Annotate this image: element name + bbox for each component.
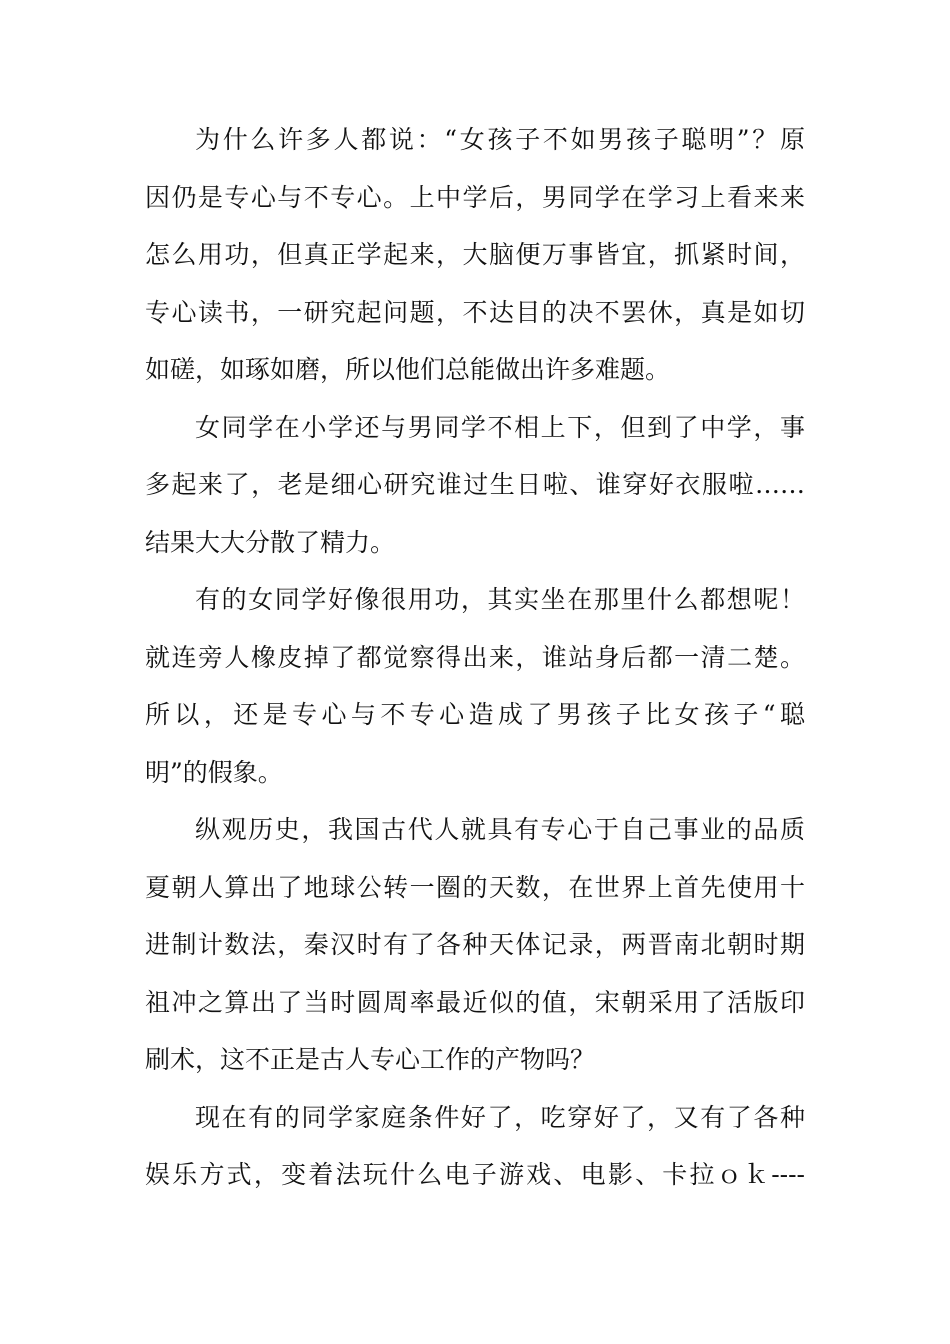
paragraph xyxy=(145,111,805,399)
text-line: 进制计数法，秦汉时有了各种天体记录，两晋南北朝时期 xyxy=(145,930,805,959)
text-line: 纵观历史，我国古代人就具有专心于自己事业的品质 xyxy=(195,815,805,844)
text-line: 专心读书，一研究起问题，不达目的决不罢休，真是如切 xyxy=(145,297,805,327)
text-line: 所以，还是专心与不专心造成了男孩子比女孩子“聪 xyxy=(145,700,805,729)
text-line: 结果大大分散了精力。 xyxy=(145,527,396,557)
text-line: 怎么用功，但真正学起来，大脑便万事皆宜，抓紧时间， xyxy=(145,240,805,269)
text-line: 明”的假象。 xyxy=(145,757,283,787)
text-line: 就连旁人橡皮掉了都觉察得出来，谁站身后都一清二楚。 xyxy=(145,642,805,672)
paragraph xyxy=(145,1089,805,1204)
paragraph xyxy=(145,801,805,1089)
text-line: 因仍是专心与不专心。上中学后，男同学在学习上看来来 xyxy=(145,182,805,212)
text-line: 为什么许多人都说：“女孩子不如男孩子聪明”？原 xyxy=(195,125,805,154)
text-line: 女同学在小学还与男同学不相上下，但到了中学，事 xyxy=(195,412,805,442)
text-line: 有的女同学好像很用功，其实坐在那里什么都想呢！ xyxy=(195,585,805,614)
text-line: 多起来了，老是细心研究谁过生日啦、谁穿好衣服啦…… xyxy=(145,470,805,499)
text-line: 娱乐方式，变着法玩什么电子游戏、电影、卡拉ｏｋ---- xyxy=(145,1160,805,1189)
text-line: 夏朝人算出了地球公转一圈的天数，在世界上首先使用十 xyxy=(145,872,805,902)
text-line: 刷术，这不正是古人专心工作的产物吗？ xyxy=(145,1045,596,1074)
text-line: 祖冲之算出了当时圆周率最近似的值，宋朝采用了活版印 xyxy=(145,987,805,1017)
text-line: 现在有的同学家庭条件好了，吃穿好了，又有了各种 xyxy=(195,1102,805,1132)
paragraph xyxy=(145,571,805,801)
document-body xyxy=(145,111,805,1204)
paragraph xyxy=(145,399,805,572)
text-line: 如磋，如琢如磨，所以他们总能做出许多难题。 xyxy=(145,355,671,384)
